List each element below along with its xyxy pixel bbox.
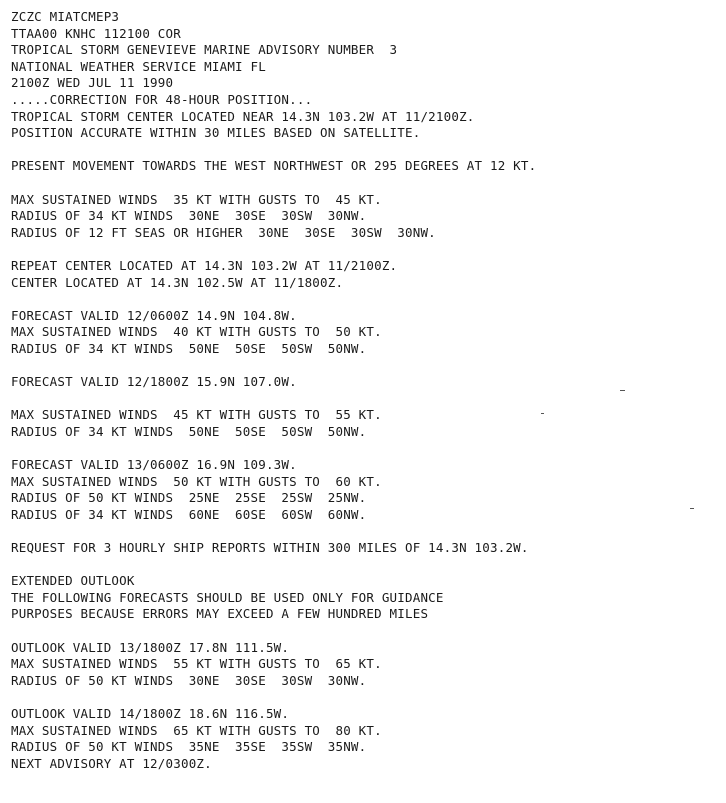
blank-line	[11, 523, 716, 540]
outlook-1-winds: MAX SUSTAINED WINDS 55 KT WITH GUSTS TO 65 KT.	[11, 656, 382, 672]
next-advisory: NEXT ADVISORY AT 12/0300Z.	[11, 755, 212, 771]
forecast-2-radius-34: RADIUS OF 34 KT WINDS 50NE 50SE 50SW 50NW.	[11, 423, 367, 439]
forecast-1-winds: MAX SUSTAINED WINDS 40 KT WITH GUSTS TO 50 KT.	[11, 324, 382, 340]
correction-note: .....CORRECTION FOR 48-HOUR POSITION...	[11, 91, 313, 107]
advisory-title: TROPICAL STORM GENEVIEVE MARINE ADVISORY NUMBER 3	[11, 42, 398, 58]
forecast-1-valid: FORECAST VALID 12/0600Z 14.9N 104.8W.	[11, 307, 297, 323]
issuing-office: NATIONAL WEATHER SERVICE MIAMI FL	[11, 58, 266, 74]
blank-line	[11, 241, 716, 258]
current-seas-radius: RADIUS OF 12 FT SEAS OR HIGHER 30NE 30SE 30SW 30NW.	[11, 224, 436, 240]
scan-speck	[620, 390, 625, 391]
issue-time: 2100Z WED JUL 11 1990	[11, 75, 174, 91]
forecast-3-winds: MAX SUSTAINED WINDS 50 KT WITH GUSTS TO 60 KT.	[11, 473, 382, 489]
blank-line	[11, 142, 716, 159]
advisory-document	[11, 9, 716, 772]
forecast-3-radius-34: RADIUS OF 34 KT WINDS 60NE 60SE 60SW 60NW.	[11, 506, 367, 522]
forecast-2-winds: MAX SUSTAINED WINDS 45 KT WITH GUSTS TO 55 KT.	[11, 407, 382, 423]
extended-outlook-heading: EXTENDED OUTLOOK	[11, 573, 135, 589]
forecast-2-valid: FORECAST VALID 12/1800Z 15.9N 107.0W.	[11, 374, 297, 390]
forecast-3-valid: FORECAST VALID 13/0600Z 16.9N 109.3W.	[11, 457, 297, 473]
outlook-2-radius-50: RADIUS OF 50 KT WINDS 35NE 35SE 35SW 35NW.	[11, 739, 367, 755]
blank-line	[11, 440, 716, 457]
scan-speck	[541, 413, 544, 414]
ship-report-request: REQUEST FOR 3 HOURLY SHIP REPORTS WITHIN 300 MILES OF 14.3N 103.2W.	[11, 540, 529, 555]
present-movement: PRESENT MOVEMENT TOWARDS THE WEST NORTHWEST OR 295 DEGREES AT 12 KT.	[11, 158, 537, 174]
forecast-1-radius-34: RADIUS OF 34 KT WINDS 50NE 50SE 50SW 50NW.	[11, 340, 367, 356]
center-position: TROPICAL STORM CENTER LOCATED NEAR 14.3N 103.2W AT 11/2100Z.	[11, 108, 475, 124]
outlook-1-radius-50: RADIUS OF 50 KT WINDS 30NE 30SE 30SW 30NW.	[11, 672, 367, 688]
current-max-winds: MAX SUSTAINED WINDS 35 KT WITH GUSTS TO 45 KT.	[11, 191, 382, 207]
blank-line	[11, 357, 716, 374]
header-wmo: TTAA00 KNHC 112100 COR	[11, 25, 181, 41]
blank-line	[11, 689, 716, 706]
blank-line	[11, 391, 716, 408]
forecast-3-radius-50: RADIUS OF 50 KT WINDS 25NE 25SE 25SW 25NW.	[11, 490, 367, 506]
blank-line	[11, 557, 716, 574]
position-accuracy: POSITION ACCURATE WITHIN 30 MILES BASED ON SATELLITE.	[11, 125, 421, 141]
outlook-disclaimer-2: PURPOSES BECAUSE ERRORS MAY EXCEED A FEW HUNDRED MILES	[11, 606, 429, 622]
current-wind-radius: RADIUS OF 34 KT WINDS 30NE 30SE 30SW 30NW.	[11, 208, 367, 224]
scan-speck	[690, 508, 694, 509]
outlook-2-winds: MAX SUSTAINED WINDS 65 KT WITH GUSTS TO 80 KT.	[11, 722, 382, 738]
blank-line	[11, 623, 716, 640]
blank-line	[11, 291, 716, 308]
header-code: ZCZC MIATCMEP3	[11, 9, 120, 24]
blank-line	[11, 175, 716, 192]
outlook-2-valid: OUTLOOK VALID 14/1800Z 18.6N 116.5W.	[11, 705, 290, 721]
outlook-1-valid: OUTLOOK VALID 13/1800Z 17.8N 111.5W.	[11, 639, 290, 655]
previous-center: CENTER LOCATED AT 14.3N 102.5W AT 11/1800Z.	[11, 274, 344, 290]
repeat-center: REPEAT CENTER LOCATED AT 14.3N 103.2W AT 11/2100Z.	[11, 257, 398, 273]
outlook-disclaimer-1: THE FOLLOWING FORECASTS SHOULD BE USED ONLY FOR GUIDANCE	[11, 589, 444, 605]
